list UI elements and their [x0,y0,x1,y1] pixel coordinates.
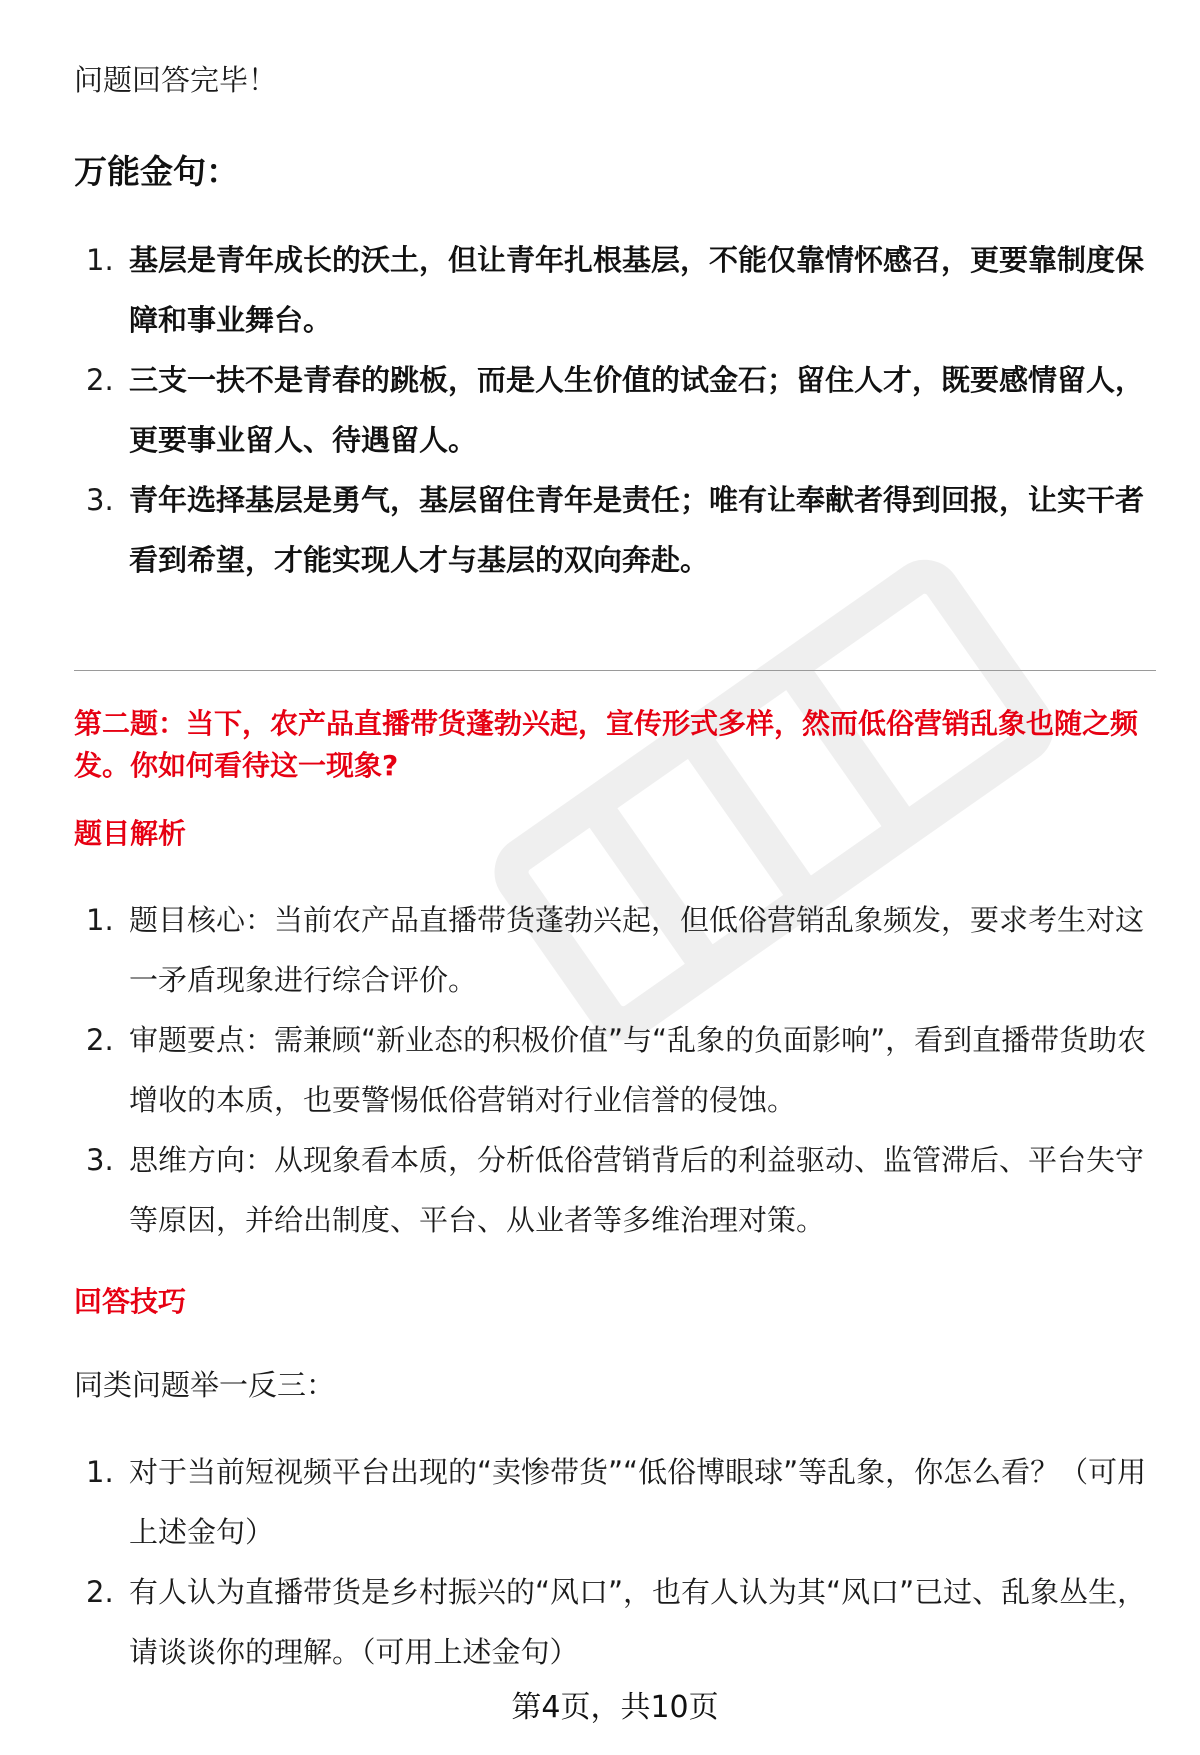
list-item-text: 审题要点：需兼顾“新业态的积极价值”与“乱象的负面影响”，看到直播带货助农增收的本质，也要警惕低俗营销对行业信誉的侵蚀。 [129,1023,1147,1117]
answer-complete-text: 问题回答完毕！ [74,63,278,97]
list-item [74,350,1156,470]
golden-sentences-list [74,230,1156,590]
list-item-text: 青年选择基层是勇气，基层留住青年是责任；唯有让奉献者得到回报，让实干者看到希望，才能实现人才与基层的双向奔赴。 [129,483,1145,577]
analysis-list [74,890,1156,1250]
list-item-text: 题目核心：当前农产品直播带货蓬勃兴起，但低俗营销乱象频发，要求考生对这一矛盾现象进行综合评价。 [129,903,1145,997]
similar-questions-label: 同类问题举一反三： [74,1368,336,1402]
list-item-number: 1. [86,1455,114,1489]
list-item-text: 有人认为直播带货是乡村振兴的“风口”，也有人认为其“风口”已过、乱象丛生，请谈谈你的理解。（可用上述金句） [129,1575,1147,1669]
list-item [74,470,1156,590]
page-number-footer: 第4页，共10页 [511,1690,719,1725]
list-item [74,1442,1156,1562]
list-item-text: 思维方向：从现象看本质，分析低俗营销背后的利益驱动、监管滞后、平台失守等原因，并给出制度、平台、从业者等多维治理对策。 [129,1143,1145,1237]
list-item-number: 2. [86,1023,114,1057]
list-item [74,230,1156,350]
list-item-number: 3. [86,483,114,517]
list-item-text: 三支一扶不是青春的跳板，而是人生价值的试金石；留住人才，既要感情留人，更要事业留人、待遇留人。 [129,363,1145,457]
list-item-number: 2. [86,363,114,397]
document-page [74,0,1156,1755]
list-item [74,1130,1156,1250]
golden-sentences-heading: 万能金句： [74,152,239,191]
similar-questions-list [74,1442,1156,1682]
list-item-text: 基层是青年成长的沃土，但让青年扎根基层，不能仅靠情怀感召，更要靠制度保障和事业舞台。 [129,243,1145,337]
section-divider [74,670,1156,671]
analysis-heading: 题目解析 [74,817,187,850]
question-two-title: 第二题：当下，农产品直播带货蓬勃兴起，宣传形式多样，然而低俗营销乱象也随之频发。你如何看待这一现象? [74,707,1139,782]
list-item-text: 对于当前短视频平台出现的“卖惨带货”“低俗博眼球”等乱象，你怎么看？（可用上述金句） [129,1455,1147,1549]
list-item [74,1010,1156,1130]
list-item-number: 2. [86,1575,114,1609]
answer-tips-heading: 回答技巧 [74,1285,187,1318]
list-item-number: 1. [86,903,114,937]
list-item [74,1562,1156,1682]
list-item-number: 3. [86,1143,114,1177]
list-item-number: 1. [86,243,114,277]
list-item [74,890,1156,1010]
